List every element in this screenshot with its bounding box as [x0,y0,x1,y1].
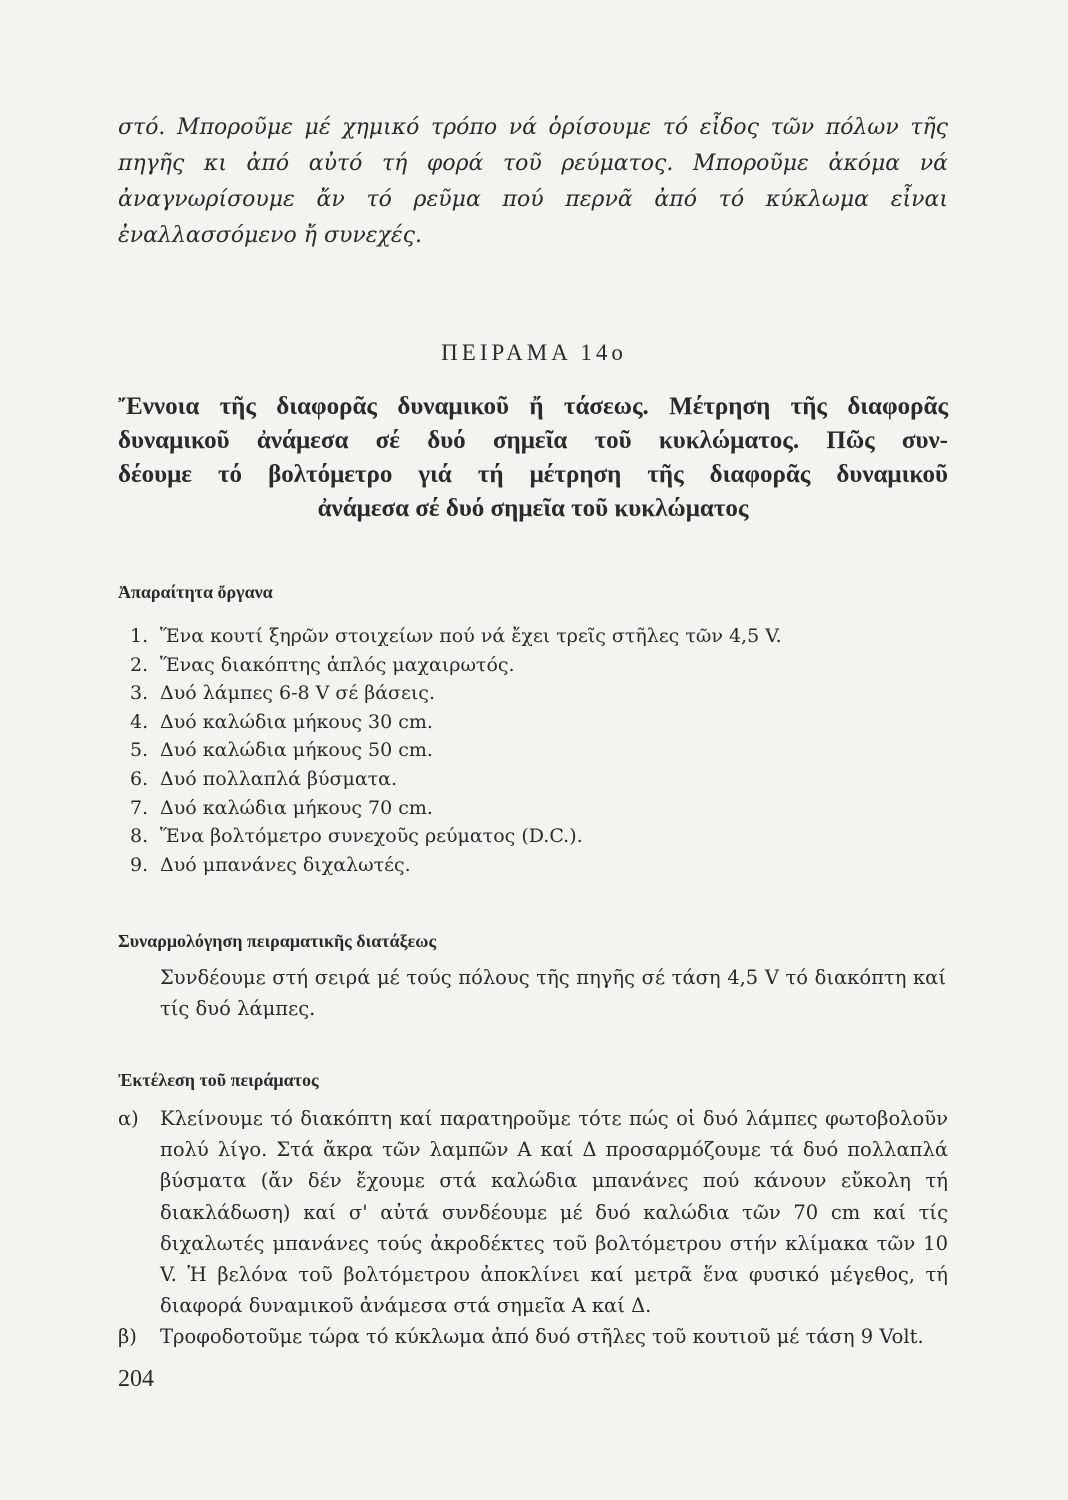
equipment-list [130,622,782,879]
list-item [130,708,782,737]
step-item [118,1103,948,1321]
list-item [130,736,782,765]
item-number: 8. [130,825,149,848]
item-number: 2. [130,653,149,676]
experiment-title [118,390,948,526]
item-number: 5. [130,739,149,762]
step-text: Τροφοδοτοῦμε τώρα τό κύκλωμα ἀπό δυό στῆλες τοῦ κουτιοῦ μέ τάση 9 Volt. [160,1325,924,1349]
list-item [130,794,782,823]
assembly-label: Συναρμολόγηση πειραματικῆς διατάξεως [118,931,437,951]
list-item [130,765,782,794]
step-label: α) [118,1107,139,1130]
intro-paragraph: στό. Μποροῦμε μέ χημικό τρόπο νά ὁρίσουμε τό εἶδος τῶν πόλων τῆς πηγῆς κι ἀπό αὐτό τή φορά τοῦ ρεύματος. Μποροῦμε ἀκόμα νά ἀναγνωρίσουμε ἄν τό ρεῦμα πού περνᾶ ἀπό τό κύκλωμα εἶναι ἐναλλασσόμενο ἤ συνεχές. [118,115,948,248]
equipment-label: Ἀπαραίτητα ὄργανα [118,582,273,602]
list-item [130,679,782,708]
item-text: Δυό καλώδια μήκους 30 cm. [160,710,433,733]
title-line: Ἔννοια τῆς διαφορᾶς δυναμικοῦ ἤ τάσεως. Μέτρηση τῆς διαφορᾶς [118,393,948,420]
step-text: Κλείνουμε τό διακόπτη καί παρατηροῦμε τότε πώς οἱ δυό λάμπες φωτοβολοῦν πολύ λίγο. Στά ἄκρα τῶν λαμπῶν Α καί Δ προσαρμόζουμε τά δυό πολλαπλά βύσματα (ἄν δέν ἔχουμε στά καλώδια μπανάνες πού κάνουν εὔκολη τή διακλάδωση) καί σ' αὐτά συνδέουμε μέ δυό καλώδια τῶν 70 cm καί τίς διχαλωτές μπανάνες τούς ἀκροδέκτες τοῦ βολτόμετρου στήν κλίμακα τῶν 10 V. Ἡ βελόνα τοῦ βολτόμετρου ἀποκλίνει καί μετρᾶ ἕνα φυσικό μέγεθος, τή διαφορά δυναμικοῦ ἀνάμεσα στά σημεῖα Α καί Δ. [160,1107,948,1318]
item-text: Ἕνα κουτί ξηρῶν στοιχείων πού νά ἔχει τρεῖς στῆλες τῶν 4,5 V. [160,625,782,647]
item-text: Δυό καλώδια μήκους 50 cm. [160,739,433,762]
item-text: Ἕνας διακόπτης ἁπλός μαχαιρωτός. [160,653,515,676]
step-item [118,1321,948,1352]
title-line: ἀνάμεσα σέ δυό σημεῖα τοῦ κυκλώματος [317,495,749,522]
list-item [130,822,782,851]
item-number: 4. [130,710,149,733]
item-number: 7. [130,796,149,819]
item-text: Δυό πολλαπλά βύσματα. [160,767,398,790]
execution-steps [118,1103,948,1353]
list-item [130,622,782,651]
experiment-heading: ΠΕΙΡΑΜΑ 14ο [441,340,627,365]
item-number: 1. [130,625,149,647]
item-number: 6. [130,767,149,790]
item-text: Ἕνα βολτόμετρο συνεχοῦς ρεύματος (D.C.). [160,825,583,848]
list-item [130,851,782,880]
item-text: Δυό μπανάνες διχαλωτές. [160,853,411,876]
title-line: δυναμικοῦ ἀνάμεσα σέ δυό σημεῖα τοῦ κυκλώματος. Πῶς συν- [118,427,948,454]
item-number: 9. [130,853,149,876]
item-text: Δυό λάμπες 6-8 V σέ βάσεις. [160,682,435,705]
item-text: Δυό καλώδια μήκους 70 cm. [160,796,433,819]
item-number: 3. [130,682,149,705]
assembly-paragraph: Συνδέουμε στή σειρά μέ τούς πόλους τῆς πηγῆς σέ τάση 4,5 V τό διακόπτη καί τίς δυό λάμπες. [160,966,946,1020]
step-label: β) [118,1325,137,1349]
list-item [130,651,782,680]
title-line: δέουμε τό βολτόμετρο γιά τή μέτρηση τῆς διαφορᾶς δυναμικοῦ [118,461,948,488]
execution-label: Ἐκτέλεση τοῦ πειράματος [118,1070,319,1090]
page-number: 204 [118,1366,154,1392]
